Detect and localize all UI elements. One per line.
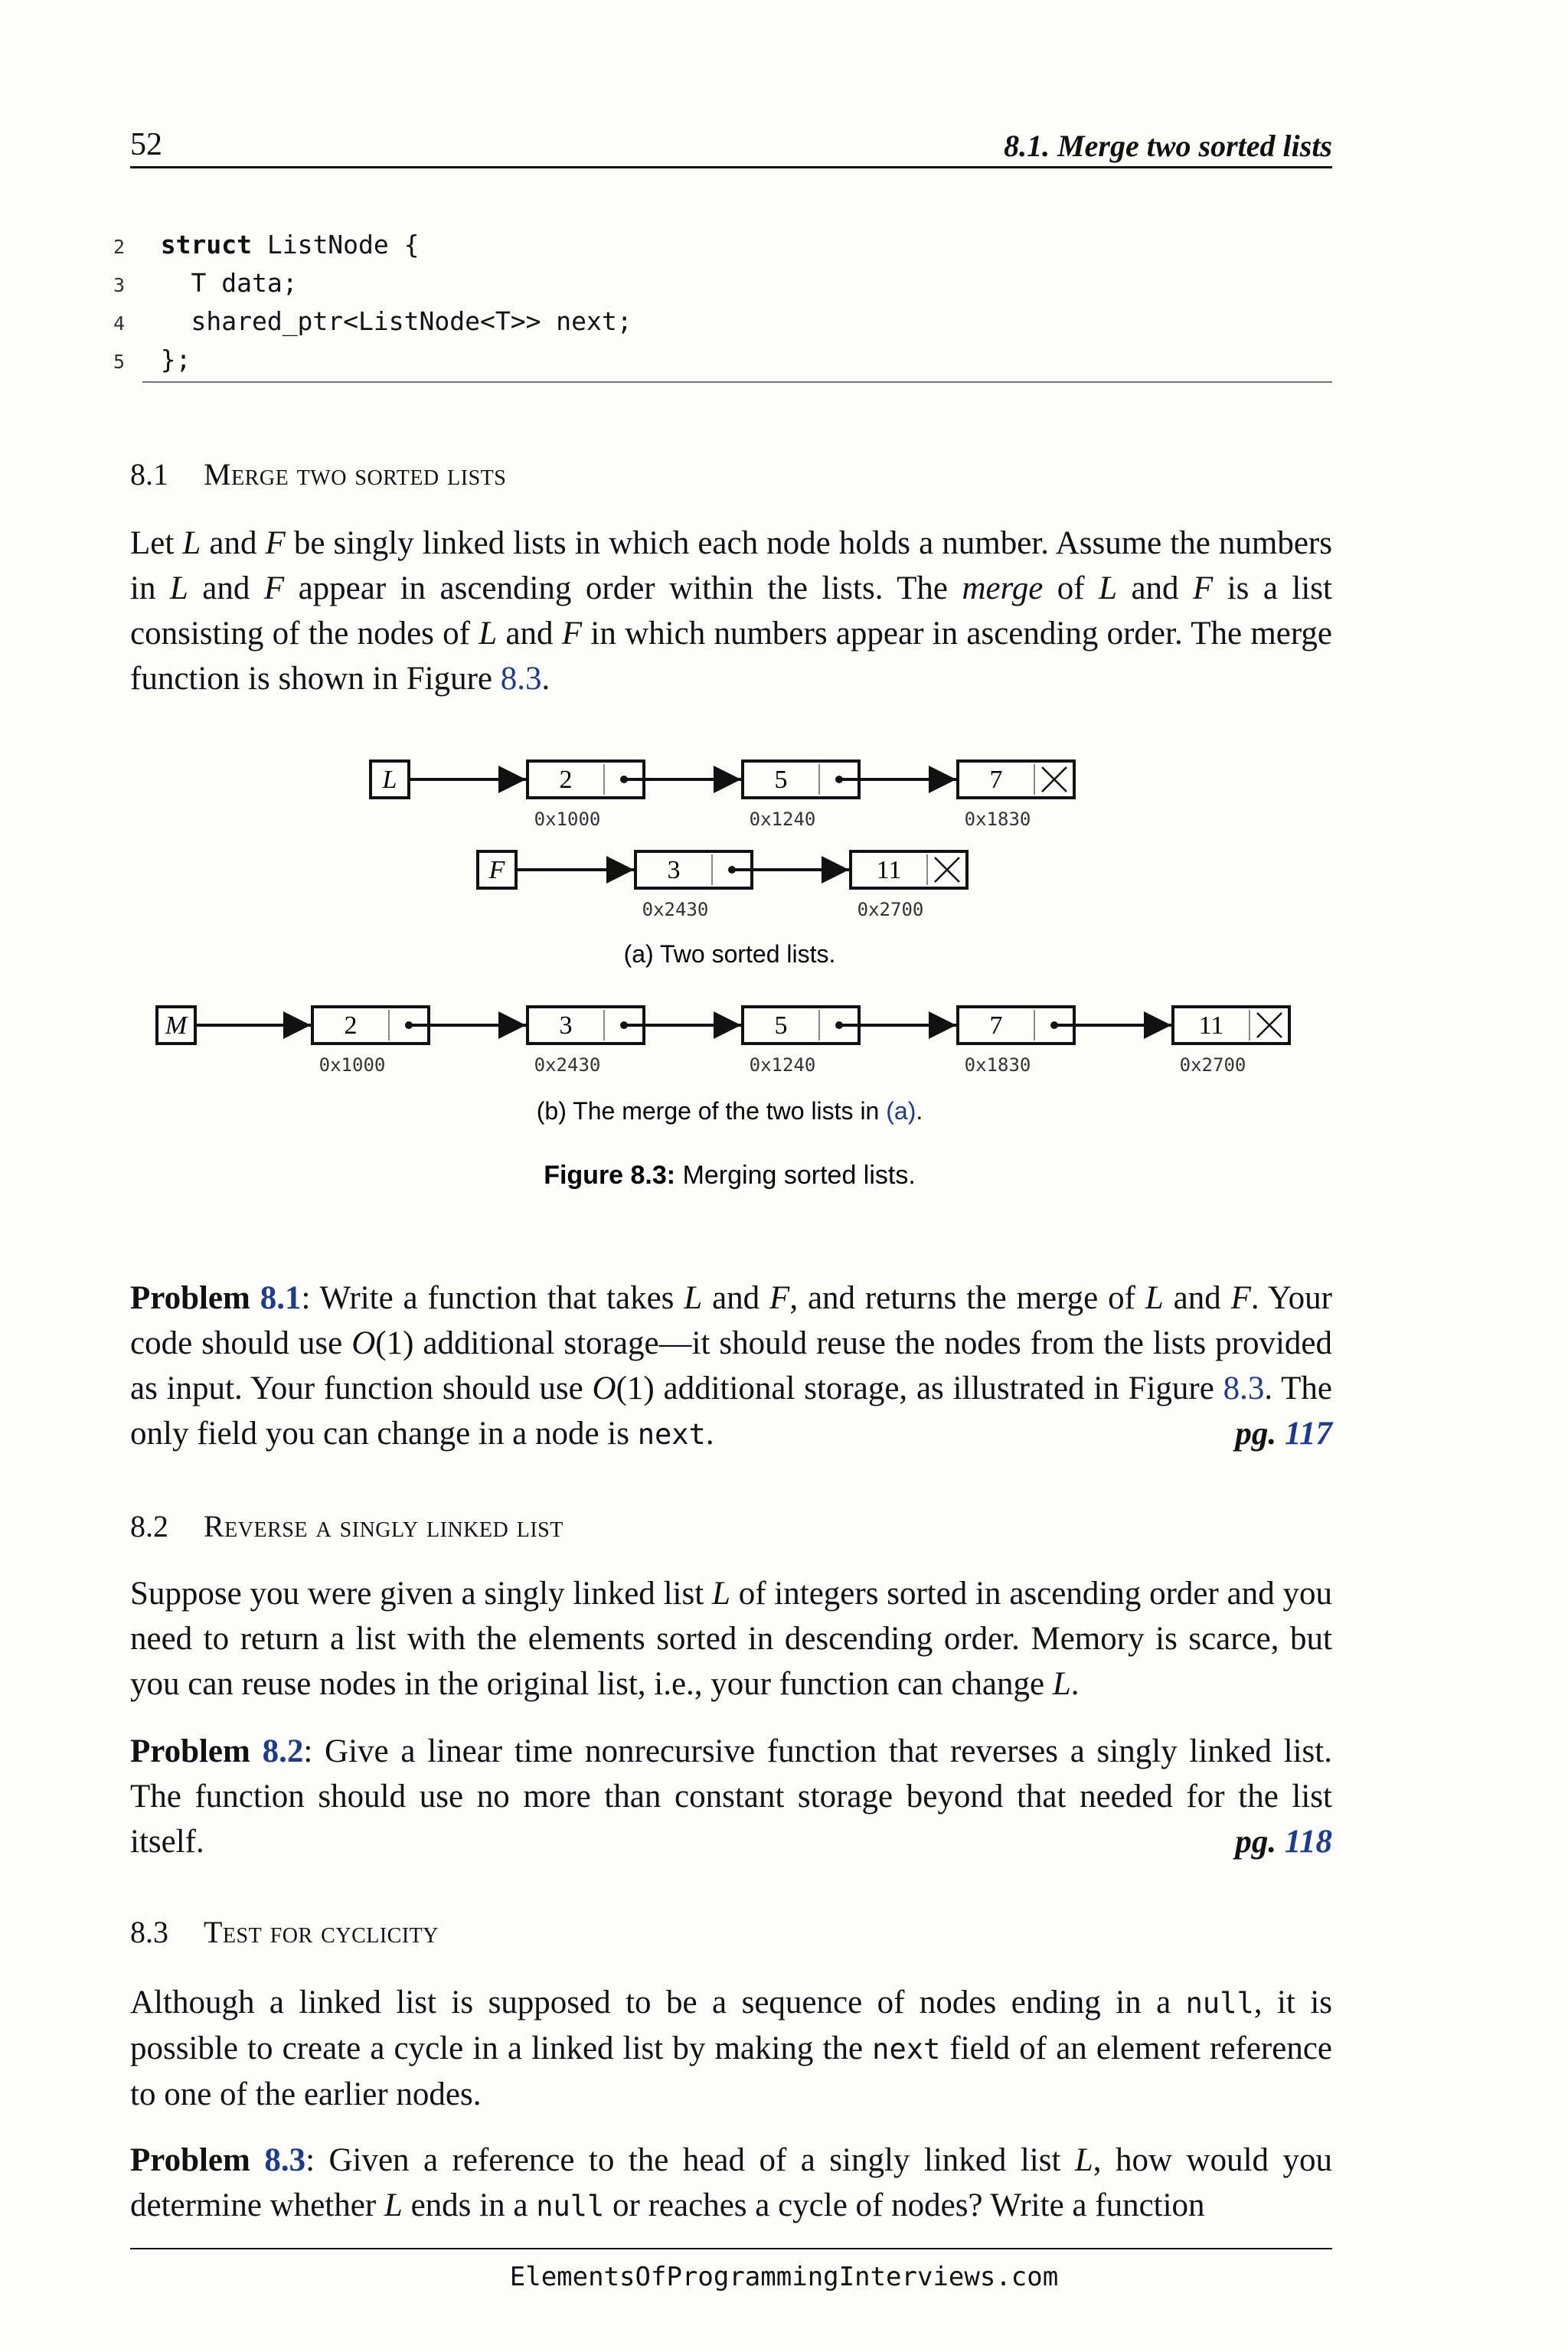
page-reference[interactable]: [1235, 1819, 1332, 1864]
node-value: 7: [989, 766, 1003, 794]
math-variable: O: [351, 1325, 376, 1361]
code-text: shared_ptr<ListNode<T>> next;: [160, 306, 632, 336]
text-run: Let: [130, 525, 183, 561]
code-keyword: struct: [160, 230, 252, 260]
text-run: . Your code should use: [130, 1280, 1332, 1361]
list-head-label: F: [488, 856, 505, 884]
text-run: .: [705, 1416, 714, 1452]
code-line-number: 2: [113, 236, 126, 258]
code-listing: [113, 227, 632, 380]
inline-code: next: [872, 2033, 941, 2066]
code-line: [113, 341, 632, 380]
section-heading-8-1: [130, 456, 506, 492]
node-value: 11: [1198, 1011, 1224, 1040]
math-variable: F: [263, 570, 285, 606]
text-run: of: [1043, 570, 1099, 606]
math-variable: O: [592, 1370, 616, 1406]
text-run: and: [497, 616, 562, 652]
text-run: and: [1163, 1280, 1231, 1316]
text-run: , and returns the merge of: [789, 1280, 1145, 1316]
text-run: field of an element reference to one of the earlier nodes.: [130, 2030, 1332, 2112]
list-head-label: L: [382, 766, 397, 794]
text-run: and: [201, 525, 266, 561]
text-run: : Given a reference to the head of a singly linked list: [305, 2142, 1075, 2178]
list-head-label: M: [165, 1011, 188, 1040]
text-run: and: [1116, 570, 1193, 606]
math-variable: F: [1192, 570, 1214, 606]
page-reference-number[interactable]: 117: [1284, 1416, 1332, 1452]
text-run: or reaches a cycle of nodes? Write a function: [604, 2187, 1205, 2223]
problem-8-1: [130, 1276, 1332, 1457]
math-variable: L: [479, 616, 498, 652]
page-reference-label: pg.: [1235, 1824, 1285, 1860]
figure-link[interactable]: 8.3: [1223, 1370, 1265, 1406]
math-variable: F: [561, 616, 583, 652]
code-line-number: 4: [113, 312, 126, 335]
problem-number-link[interactable]: 8.3: [264, 2142, 306, 2178]
math-variable: L: [1074, 2142, 1093, 2178]
text-run: .: [541, 661, 550, 697]
list-node-box: [1173, 1007, 1289, 1044]
text-run: . The only field you can change in a node is: [130, 1370, 1332, 1452]
section-8-3-paragraph: [130, 1980, 1332, 2117]
section-number: 8.2: [130, 1509, 168, 1544]
node-value: 7: [989, 1011, 1003, 1040]
text-run: in which numbers appear in ascending order. The merge function is shown in Figure: [130, 616, 1332, 697]
inline-code: null: [536, 2190, 605, 2223]
text-run: (1) additional storage, as illustrated in Figure: [616, 1370, 1223, 1406]
section-title: Test for cyclicity: [204, 1915, 439, 1949]
running-title: 8.1. Merge two sorted lists: [1004, 129, 1332, 163]
math-variable: L: [384, 2187, 403, 2223]
node-address: 0x1830: [964, 808, 1031, 830]
node-value: 5: [774, 766, 788, 794]
node-address: 0x1000: [318, 1054, 386, 1076]
figure-caption: Figure 8.3: Merging sorted lists.: [544, 1161, 916, 1190]
text-run: (1) additional storage—it should reuse the nodes from the lists provided as input. Your function should use: [130, 1325, 1332, 1406]
node-address: 0x2700: [857, 899, 924, 920]
text-run: , how would you determine whether: [130, 2142, 1332, 2223]
code-line: [113, 303, 632, 341]
text-run: be singly linked lists in which each node holds a number. Assume the numbers in: [130, 525, 1332, 606]
list-node-box: [958, 761, 1074, 798]
text-run: , it is possible to create a cycle in a linked list by making the: [130, 1984, 1332, 2066]
page-reference-number[interactable]: 118: [1284, 1824, 1332, 1860]
text-run: ends in a: [402, 2187, 537, 2223]
node-value: 3: [559, 1011, 573, 1040]
problem-8-3: [130, 2138, 1332, 2229]
problem-number-link[interactable]: 8.1: [260, 1280, 302, 1316]
math-variable: L: [1099, 570, 1117, 606]
text-run: : Give a linear time nonrecursive function that reverses a singly linked list. The function should use no more than constant storage beyond that needed for the list itself.: [130, 1733, 1332, 1860]
node-value: 5: [774, 1011, 788, 1040]
math-variable: L: [711, 1576, 730, 1612]
section-number: 8.1: [130, 457, 168, 492]
section-title: Merge two sorted lists: [204, 457, 507, 492]
text-run: appear in ascending order within the lists. The: [284, 570, 962, 606]
page-reference-label: pg.: [1235, 1416, 1285, 1452]
node-value: 2: [559, 766, 573, 794]
node-address: 0x2430: [642, 899, 709, 920]
math-variable: L: [169, 570, 188, 606]
math-variable: F: [1230, 1280, 1251, 1316]
math-variable: L: [182, 525, 201, 561]
node-address: 0x2430: [534, 1054, 601, 1076]
text-run: Although a linked list is supposed to be a sequence of nodes ending in a: [130, 1984, 1186, 2020]
figure-link[interactable]: 8.3: [500, 661, 542, 697]
caption-b: (b) The merge of the two lists in (a).: [536, 1097, 923, 1125]
node-address: 0x1000: [534, 808, 601, 830]
code-line: [113, 227, 632, 265]
code-text: ListNode {: [251, 230, 420, 260]
text-run: of integers sorted in ascending order and you need to return a list with the elements sorted in descending order. Memory is scarce, but you can reuse nodes in the original list, i.e., your function can change: [130, 1576, 1332, 1702]
problem-8-2: [130, 1729, 1332, 1864]
figure-linked-lists: [0, 735, 1568, 1210]
math-variable: L: [684, 1280, 703, 1316]
problem-label: Problem: [130, 1733, 263, 1769]
problem-number-link[interactable]: 8.2: [262, 1733, 304, 1769]
code-line: [113, 265, 632, 303]
caption-a: (a) Two sorted lists.: [623, 940, 836, 968]
section-heading-8-3: [130, 1914, 439, 1950]
page-reference[interactable]: [1235, 1411, 1332, 1456]
math-variable: L: [1145, 1280, 1164, 1316]
node-address: 0x1240: [749, 808, 816, 830]
section-8-1-paragraph: [130, 521, 1332, 701]
problem-label: Problem: [130, 1280, 260, 1316]
section-title: Reverse a singly linked list: [204, 1509, 564, 1544]
section-heading-8-2: [130, 1508, 564, 1544]
list-node-box: [851, 851, 967, 888]
math-variable: F: [769, 1280, 790, 1316]
text-run: and: [188, 570, 264, 606]
code-line-number: 3: [113, 274, 126, 296]
text-run: is a list consisting of the nodes of: [130, 570, 1332, 652]
text-run: : Write a function that takes: [301, 1280, 684, 1316]
node-address: 0x2700: [1179, 1054, 1246, 1076]
header-rule: [130, 166, 1332, 168]
code-text: };: [160, 345, 191, 374]
footer-site: ElementsOfProgrammingInterviews.com: [509, 2262, 1059, 2292]
text-run: .: [1070, 1666, 1080, 1702]
node-address: 0x1830: [964, 1054, 1031, 1076]
math-variable: L: [1052, 1666, 1071, 1702]
text-run: and: [702, 1280, 770, 1316]
node-address: 0x1240: [749, 1054, 816, 1076]
footer-rule: [130, 2248, 1332, 2249]
node-value: 2: [344, 1011, 358, 1040]
code-rule: [142, 381, 1332, 383]
math-variable: merge: [962, 570, 1044, 606]
inline-code: null: [1185, 1987, 1254, 2020]
text-run: Suppose you were given a singly linked list: [130, 1576, 712, 1612]
page-number: 52: [130, 127, 162, 162]
section-number: 8.3: [130, 1915, 168, 1949]
inline-code: next: [637, 1418, 706, 1451]
math-variable: F: [265, 525, 286, 561]
node-value: 3: [667, 856, 681, 884]
problem-label: Problem: [130, 2142, 265, 2178]
code-text: T data;: [160, 268, 298, 298]
node-value: 11: [876, 856, 902, 884]
code-line-number: 5: [113, 351, 126, 373]
section-8-2-paragraph: [130, 1571, 1332, 1707]
